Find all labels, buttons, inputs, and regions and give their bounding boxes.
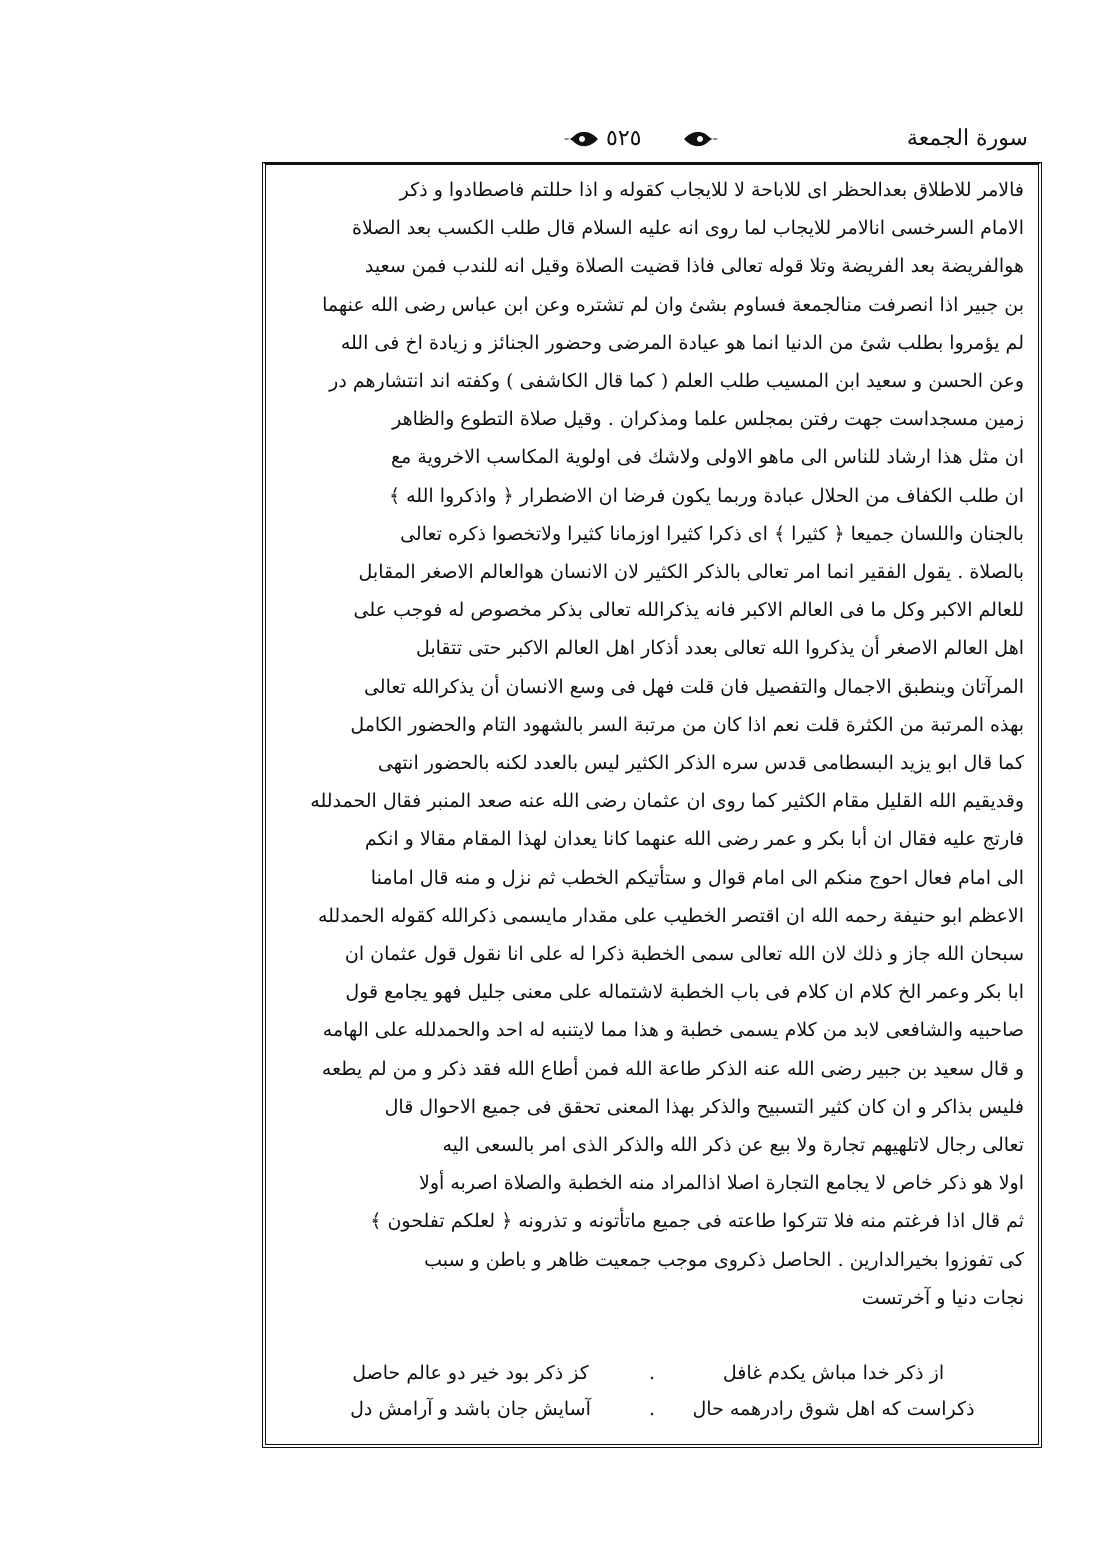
text-line: وعن الحسن و سعيد ابن المسيب طلب العلم ( كما قال الكاشفى ) وكفته اند انتشارهم در bbox=[329, 370, 1024, 393]
text-line: الاعظم ابو حنيفة رحمه الله ان اقتصر الخطيب على مقدار مايسمى ذكرالله كقوله الحمدلله bbox=[317, 904, 1024, 927]
page-number: ٥٢٥ bbox=[606, 126, 642, 151]
text-line: فالامر للاطلاق بعدالحظر اى للاباحة لا للايجاب كقوله و اذا حللتم فاصطادوا و ذكر bbox=[399, 179, 1024, 201]
ornament-right-icon bbox=[682, 128, 720, 150]
text-line: بالصلاة . يقول الفقير انما امر تعالى بالذكر الكثير لان الانسان هوالعالم الاصغر المقابل bbox=[358, 561, 1024, 584]
hemistich-left: كز ذكر بود خير دو عالم حاصل bbox=[352, 1362, 589, 1384]
verse-separator: . bbox=[648, 1398, 656, 1420]
text-line: للعالم الاكبر وكل ما فى العالم الاكبر فانه يذكرالله تعالى بذكر مخصوص له فوجب على bbox=[353, 599, 1024, 622]
text-line: فليس بذاكر و ان كان كثير التسبيح والذكر بهذا المعنى تحقق فى جميع الاحوال قال bbox=[384, 1095, 1024, 1118]
main-text bbox=[280, 171, 1024, 1317]
page-number-ornament bbox=[562, 122, 722, 156]
page-header bbox=[262, 122, 1042, 158]
poem-verse bbox=[286, 1391, 1018, 1427]
text-line: بن جبير اذا انصرفت منالجمعة فساوم بشئ وان لم تشتره وعن ابن عباس رضى الله عنهما bbox=[322, 293, 1024, 316]
text-line: المرآتان وينطبق الاجمال والتفصيل فان قلت فهل فى وسع الانسان أن يذكرالله تعالى bbox=[363, 675, 1024, 698]
text-frame bbox=[262, 162, 1042, 1448]
text-line: ان مثل هذا ارشاد للناس الى ماهو الاولى ولاشك فى اولوية المكاسب الاخروية مع bbox=[391, 446, 1024, 469]
text-line: سبحان الله جاز و ذلك لان الله تعالى سمى الخطبة ذكرا له على انا نقول قول عثمان ان bbox=[344, 943, 1024, 966]
text-line: كى تفوزوا بخيرالدارين . الحاصل ذكروى موجب جمعيت ظاهر و باطن و سبب bbox=[424, 1248, 1024, 1271]
ornament-left-icon bbox=[562, 128, 600, 150]
text-line: الامام السرخسى انالامر للايجاب لما روى انه عليه السلام قال طلب الكسب بعد الصلاة bbox=[352, 217, 1024, 240]
text-line: فارتج عليه فقال ان أبا بكر و عمر رضى الله عنهما كانا يعدان لهذا المقام مقالا و انكم bbox=[364, 828, 1024, 851]
hemistich-left: آسايش جان باشد و آرامش دل bbox=[350, 1398, 591, 1420]
text-line: ثم قال اذا فرغتم منه فلا تتركوا طاعته فى جميع ماتأتونه و تذرونه ﴿ لعلكم تفلحون ﴾ bbox=[370, 1210, 1024, 1233]
text-line: ابا بكر وعمر الخ كلام ان كلام فى باب الخطبة لاشتماله على معنى جليل فهو يجامع قول bbox=[345, 981, 1024, 1004]
text-line: ان طلب الكفاف من الحلال عبادة وربما يكون فرضا ان الاضطرار ﴿ واذكروا الله ﴾ bbox=[388, 484, 1024, 507]
text-line: كما قال ابو يزيد البسطامى قدس سره الذكر الكثير ليس بالعدد لكنه بالحضور انتهى bbox=[377, 752, 1024, 775]
text-line: اولا هو ذكر خاص لا يجامع التجارة اصلا اذالمراد منه الخطبة والصلاة اصربه أولا bbox=[419, 1172, 1024, 1195]
text-line: الى امام فعال احوج منكم الى امام قوال و ستأتيكم الخطب ثم نزل و منه قال امامنا bbox=[370, 866, 1024, 889]
hemistich-right: ذكراست كه اهل شوق رادرهمه حال bbox=[692, 1398, 975, 1420]
text-line: اهل العالم الاصغر أن يذكروا الله تعالى بعدد أذكار اهل العالم الاكبر حتى تتقابل bbox=[415, 637, 1024, 660]
text-line: نجات دنيا و آخرتست bbox=[861, 1286, 1024, 1309]
hemistich-right: از ذكر خدا مباش يكدم غافل bbox=[722, 1362, 945, 1384]
text-line: بالجنان واللسان جميعا ﴿ كثيرا ﴾ اى ذكرا كثيرا اوزمانا كثيرا ولاتخصوا ذكره تعالى bbox=[400, 522, 1024, 545]
text-line: و قال سعيد بن جبير رضى الله عنه الذكر طاعة الله فمن أطاع الله فقد ذكر و من لم يطعه bbox=[321, 1057, 1024, 1080]
text-line: لم يؤمروا بطلب شئ من الدنيا انما هو عيادة المرضى وحضور الجنائز و زيادة اخ فى الله bbox=[340, 331, 1024, 354]
text-line: بهذه المرتبة من الكثرة قلت نعم اذا كان من مرتبة السر بالشهود التام والحضور الكامل bbox=[350, 713, 1024, 736]
text-line: هوالفريضة بعد الفريضة وتلا قوله تعالى فاذا قضيت الصلاة وقيل انه للندب فمن سعيد bbox=[364, 255, 1024, 278]
persian-poem bbox=[286, 1355, 1018, 1427]
text-line: وقديقيم الله القليل مقام الكثير كما روى ان عثمان رضى الله عنه صعد المنبر فقال الحمدلله bbox=[310, 790, 1024, 813]
verse-separator: . bbox=[648, 1362, 656, 1384]
text-line: زمين مسجداست جهت رفتن بمجلس علما ومذكران . وقيل صلاة التطوع والظاهر bbox=[392, 408, 1024, 431]
text-line: تعالى رجال لاتلهيهم تجارة ولا بيع عن ذكر الله والذكر الذى امر بالسعى اليه bbox=[442, 1134, 1024, 1157]
surah-title: سورة الجمعة bbox=[906, 126, 1028, 151]
poem-verse bbox=[286, 1355, 1018, 1391]
text-line: صاحبيه والشافعى لابد من كلام يسمى خطبة و هذا مما لايتنبه له احد والحمدلله على الهامه bbox=[322, 1019, 1024, 1042]
